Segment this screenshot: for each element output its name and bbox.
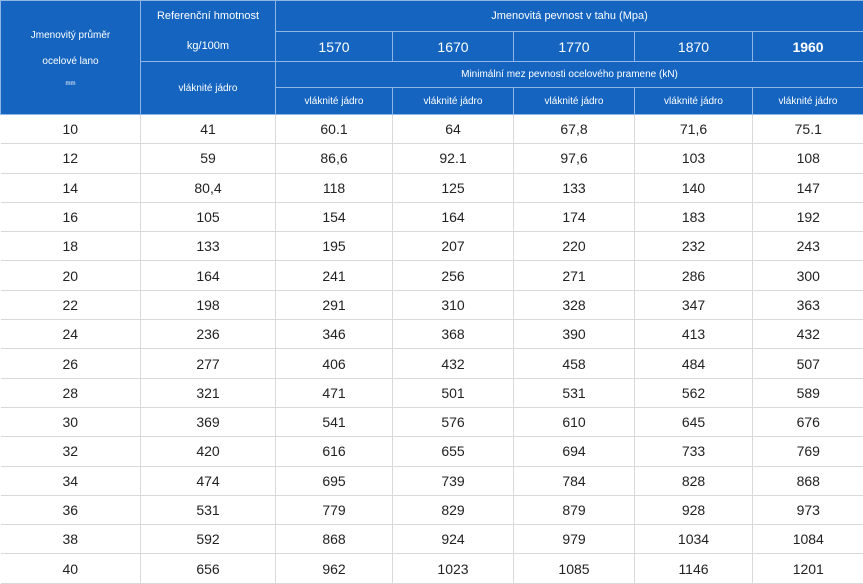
strength-1870-cell: 140 — [635, 173, 753, 202]
table-row — [1, 495, 863, 524]
strength-1870-cell: 645 — [635, 407, 753, 436]
table-row — [1, 320, 863, 349]
strength-1870-cell: 828 — [635, 466, 753, 495]
core-label-1870: vláknité jádro — [635, 88, 753, 115]
table-row — [1, 437, 863, 466]
strength-1670-cell: 829 — [393, 495, 514, 524]
strength-1770-cell: 220 — [514, 232, 635, 261]
table-row — [1, 144, 863, 173]
table-row — [1, 349, 863, 378]
diameter-cell: 26 — [1, 349, 141, 378]
strength-1960-cell: 769 — [753, 437, 863, 466]
mass-cell: 656 — [141, 554, 276, 583]
mass-cell: 59 — [141, 144, 276, 173]
diameter-cell: 28 — [1, 378, 141, 407]
strength-1770-cell: 531 — [514, 378, 635, 407]
diameter-cell: 18 — [1, 232, 141, 261]
core-label-1960: vláknité jádro — [753, 88, 863, 115]
strength-1870-cell: 733 — [635, 437, 753, 466]
strength-1570-cell: 291 — [276, 290, 393, 319]
strength-1960-cell: 75.1 — [753, 115, 863, 144]
diameter-cell: 30 — [1, 407, 141, 436]
strength-1870-cell: 232 — [635, 232, 753, 261]
strength-1770-cell: 174 — [514, 202, 635, 231]
strength-1960-cell: 973 — [753, 495, 863, 524]
strength-1670-cell: 310 — [393, 290, 514, 319]
diameter-cell: 20 — [1, 261, 141, 290]
mass-cell: 321 — [141, 378, 276, 407]
strength-1770-cell: 97,6 — [514, 144, 635, 173]
grade-1960: 1960 — [753, 32, 863, 62]
strength-1770-cell: 979 — [514, 525, 635, 554]
diameter-cell: 32 — [1, 437, 141, 466]
strength-1960-cell: 243 — [753, 232, 863, 261]
diameter-header — [1, 1, 141, 115]
strength-1770-cell: 879 — [514, 495, 635, 524]
strength-1570-cell: 195 — [276, 232, 393, 261]
strength-1670-cell: 164 — [393, 202, 514, 231]
mass-header-title: Referenční hmotnost — [157, 10, 259, 22]
table-row — [1, 290, 863, 319]
strength-1670-cell: 739 — [393, 466, 514, 495]
strength-1870-cell: 347 — [635, 290, 753, 319]
strength-1670-cell: 501 — [393, 378, 514, 407]
strength-1670-cell: 256 — [393, 261, 514, 290]
strength-1960-cell: 108 — [753, 144, 863, 173]
diameter-cell: 34 — [1, 466, 141, 495]
strength-1870-cell: 1034 — [635, 525, 753, 554]
table-row — [1, 202, 863, 231]
strength-1570-cell: 616 — [276, 437, 393, 466]
strength-1870-cell: 71,6 — [635, 115, 753, 144]
table-row — [1, 554, 863, 583]
strength-1670-cell: 92.1 — [393, 144, 514, 173]
strength-1960-cell: 147 — [753, 173, 863, 202]
strength-1960-cell: 868 — [753, 466, 863, 495]
strength-1570-cell: 60.1 — [276, 115, 393, 144]
diameter-header-line1: Jmenovitý průměr — [31, 30, 110, 41]
table-row — [1, 173, 863, 202]
diameter-cell: 38 — [1, 525, 141, 554]
table-header — [1, 1, 863, 115]
mass-cell: 420 — [141, 437, 276, 466]
strength-1960-cell: 589 — [753, 378, 863, 407]
mass-cell: 164 — [141, 261, 276, 290]
strength-1670-cell: 207 — [393, 232, 514, 261]
strength-1570-cell: 868 — [276, 525, 393, 554]
table-body — [1, 115, 863, 584]
strength-1770-cell: 271 — [514, 261, 635, 290]
strength-1670-cell: 924 — [393, 525, 514, 554]
strength-1670-cell: 125 — [393, 173, 514, 202]
strength-1960-cell: 192 — [753, 202, 863, 231]
strength-1960-cell: 432 — [753, 320, 863, 349]
grade-1770: 1770 — [514, 32, 635, 62]
strength-1960-cell: 1201 — [753, 554, 863, 583]
mass-cell: 369 — [141, 407, 276, 436]
table-row — [1, 407, 863, 436]
mass-cell: 80,4 — [141, 173, 276, 202]
table-row — [1, 525, 863, 554]
mass-cell: 277 — [141, 349, 276, 378]
strength-1870-cell: 286 — [635, 261, 753, 290]
table-row — [1, 466, 863, 495]
strength-1770-cell: 694 — [514, 437, 635, 466]
core-label-1570: vláknité jádro — [276, 88, 393, 115]
strength-1960-cell: 1084 — [753, 525, 863, 554]
diameter-cell: 40 — [1, 554, 141, 583]
strength-1570-cell: 695 — [276, 466, 393, 495]
strength-1570-cell: 241 — [276, 261, 393, 290]
mass-core-label: vláknité jádro — [141, 62, 276, 115]
strength-1770-cell: 1085 — [514, 554, 635, 583]
strength-1960-cell: 363 — [753, 290, 863, 319]
min-breaking-header: Minimální mez pevnosti ocelového pramene (kN) — [276, 62, 863, 88]
strength-1870-cell: 413 — [635, 320, 753, 349]
strength-1770-cell: 390 — [514, 320, 635, 349]
strength-1960-cell: 507 — [753, 349, 863, 378]
strength-1770-cell: 67,8 — [514, 115, 635, 144]
strength-1870-cell: 103 — [635, 144, 753, 173]
strength-1570-cell: 962 — [276, 554, 393, 583]
table-row — [1, 378, 863, 407]
strength-1960-cell: 676 — [753, 407, 863, 436]
grade-1570: 1570 — [276, 32, 393, 62]
mass-cell: 592 — [141, 525, 276, 554]
strength-1570-cell: 541 — [276, 407, 393, 436]
diameter-header-line2: ocelové lano — [42, 56, 98, 67]
strength-1670-cell: 1023 — [393, 554, 514, 583]
strength-1670-cell: 368 — [393, 320, 514, 349]
strength-1570-cell: 346 — [276, 320, 393, 349]
strength-1870-cell: 183 — [635, 202, 753, 231]
mass-cell: 41 — [141, 115, 276, 144]
strength-1570-cell: 779 — [276, 495, 393, 524]
grade-1670: 1670 — [393, 32, 514, 62]
strength-1570-cell: 406 — [276, 349, 393, 378]
diameter-cell: 14 — [1, 173, 141, 202]
table-row — [1, 115, 863, 144]
mass-cell: 236 — [141, 320, 276, 349]
strength-1770-cell: 328 — [514, 290, 635, 319]
mass-header — [141, 1, 276, 62]
strength-1770-cell: 458 — [514, 349, 635, 378]
diameter-cell: 36 — [1, 495, 141, 524]
mass-cell: 531 — [141, 495, 276, 524]
mass-cell: 474 — [141, 466, 276, 495]
strength-header: Jmenovitá pevnost v tahu (Mpa) — [276, 1, 863, 32]
strength-1770-cell: 784 — [514, 466, 635, 495]
table-row — [1, 261, 863, 290]
strength-1570-cell: 154 — [276, 202, 393, 231]
diameter-cell: 22 — [1, 290, 141, 319]
strength-1870-cell: 562 — [635, 378, 753, 407]
mass-cell: 198 — [141, 290, 276, 319]
strength-1870-cell: 928 — [635, 495, 753, 524]
mass-header-unit: kg/100m — [187, 40, 229, 52]
core-label-1770: vláknité jádro — [514, 88, 635, 115]
strength-1670-cell: 576 — [393, 407, 514, 436]
strength-1570-cell: 471 — [276, 378, 393, 407]
diameter-cell: 10 — [1, 115, 141, 144]
strength-1570-cell: 118 — [276, 173, 393, 202]
diameter-cell: 12 — [1, 144, 141, 173]
strength-1870-cell: 1146 — [635, 554, 753, 583]
diameter-unit: mm — [1, 75, 140, 93]
strength-1770-cell: 610 — [514, 407, 635, 436]
diameter-cell: 16 — [1, 202, 141, 231]
strength-1770-cell: 133 — [514, 173, 635, 202]
strength-1670-cell: 655 — [393, 437, 514, 466]
diameter-cell: 24 — [1, 320, 141, 349]
strength-1670-cell: 432 — [393, 349, 514, 378]
core-label-1670: vláknité jádro — [393, 88, 514, 115]
strength-1960-cell: 300 — [753, 261, 863, 290]
strength-1870-cell: 484 — [635, 349, 753, 378]
table-row — [1, 232, 863, 261]
grade-1870: 1870 — [635, 32, 753, 62]
strength-1570-cell: 86,6 — [276, 144, 393, 173]
mass-cell: 105 — [141, 202, 276, 231]
strength-1670-cell: 64 — [393, 115, 514, 144]
mass-cell: 133 — [141, 232, 276, 261]
